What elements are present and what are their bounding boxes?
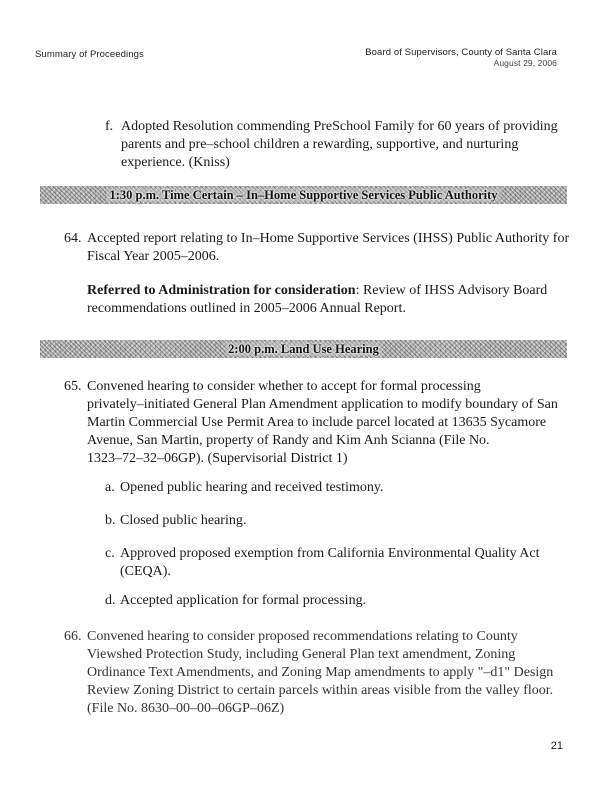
item-65-line: Avenue, San Martin, property of Randy and Kim Anh Scianna (File No.: [87, 433, 490, 448]
item-66-line: Convened hearing to consider proposed recommendations relating to County: [87, 629, 518, 644]
sub-item-a-text: Opened public hearing and received testimony.: [120, 480, 384, 495]
referral-rest: : Review of IHSS Advisory Board: [355, 283, 548, 298]
item-66-line: Viewshed Protection Study, including General Plan text amendment, Zoning: [87, 647, 516, 662]
item-f-text: [121, 118, 558, 172]
sub-item-d-label: d.: [105, 593, 116, 608]
header-date: August 29, 2006: [493, 58, 557, 68]
item-64-line: Fiscal Year 2005–2006.: [87, 249, 220, 264]
item-65-line: Martin Commercial Use Permit Area to include parcel located at 13635 Sycamore: [87, 415, 547, 430]
item-66-text: [87, 628, 553, 718]
header-org: Board of Supervisors, County of Santa Clara: [365, 47, 557, 58]
sub-item-b-label: b.: [105, 513, 116, 528]
item-f-label: f.: [105, 119, 114, 134]
sub-item-c-line: (CEQA).: [120, 564, 171, 579]
item-f-line: experience. (Kniss): [121, 155, 230, 170]
section-banner-public-authority: [40, 186, 567, 204]
item-66-label: 66.: [64, 629, 82, 644]
item-65-line: Convened hearing to consider whether to accept for formal processing: [87, 379, 481, 394]
sub-item-a-label: a.: [105, 480, 115, 495]
referral-line: [87, 282, 547, 300]
sub-item-c-text: [120, 545, 540, 581]
item-66-line: (File No. 8630–00–00–06GP–06Z): [87, 701, 285, 716]
item-65-line: privately–initiated General Plan Amendment application to modify boundary of San: [87, 397, 558, 412]
item-f-line: Adopted Resolution commending PreSchool Family for 60 years of providing: [121, 119, 558, 134]
item-64-text: [87, 230, 569, 266]
sub-item-d-text: Accepted application for formal processing.: [120, 593, 367, 608]
item-f-line: parents and pre–school children a rewarding, supportive, and nurturing: [121, 137, 519, 152]
sub-item-c-line: Approved proposed exemption from California Environmental Quality Act: [120, 546, 540, 561]
banner-title: 1:30 p.m. Time Certain – In–Home Supportive Services Public Authority: [106, 188, 500, 202]
item-64-label: 64.: [64, 231, 82, 246]
sub-item-b-text: Closed public hearing.: [120, 513, 247, 528]
referral-line-2: recommendations outlined in 2005–2006 Annual Report.: [87, 301, 406, 316]
sub-item-c-label: c.: [105, 546, 115, 561]
item-64-line: Accepted report relating to In–Home Supportive Services (IHSS) Public Authority for: [87, 231, 570, 246]
referral-bold: Referred to Administration for consideration: [87, 283, 356, 298]
header-right: [365, 47, 557, 69]
section-banner-land-use: [40, 340, 567, 358]
page-number: 21: [550, 740, 563, 752]
item-65-line: 1323–72–32–06GP). (Supervisorial District 1): [87, 451, 348, 466]
item-65-text: [87, 378, 558, 468]
header-left: Summary of Proceedings: [35, 49, 144, 60]
item-66-line: Review Zoning District to certain parcels within areas visible from the valley floor.: [87, 683, 554, 698]
item-65-label: 65.: [64, 379, 82, 394]
item-64-referral: [87, 282, 547, 318]
item-66-line: Ordinance Text Amendments, and Zoning Map amendments to apply "–d1" Design: [87, 665, 554, 680]
banner-title: 2:00 p.m. Land Use Hearing: [225, 342, 382, 356]
